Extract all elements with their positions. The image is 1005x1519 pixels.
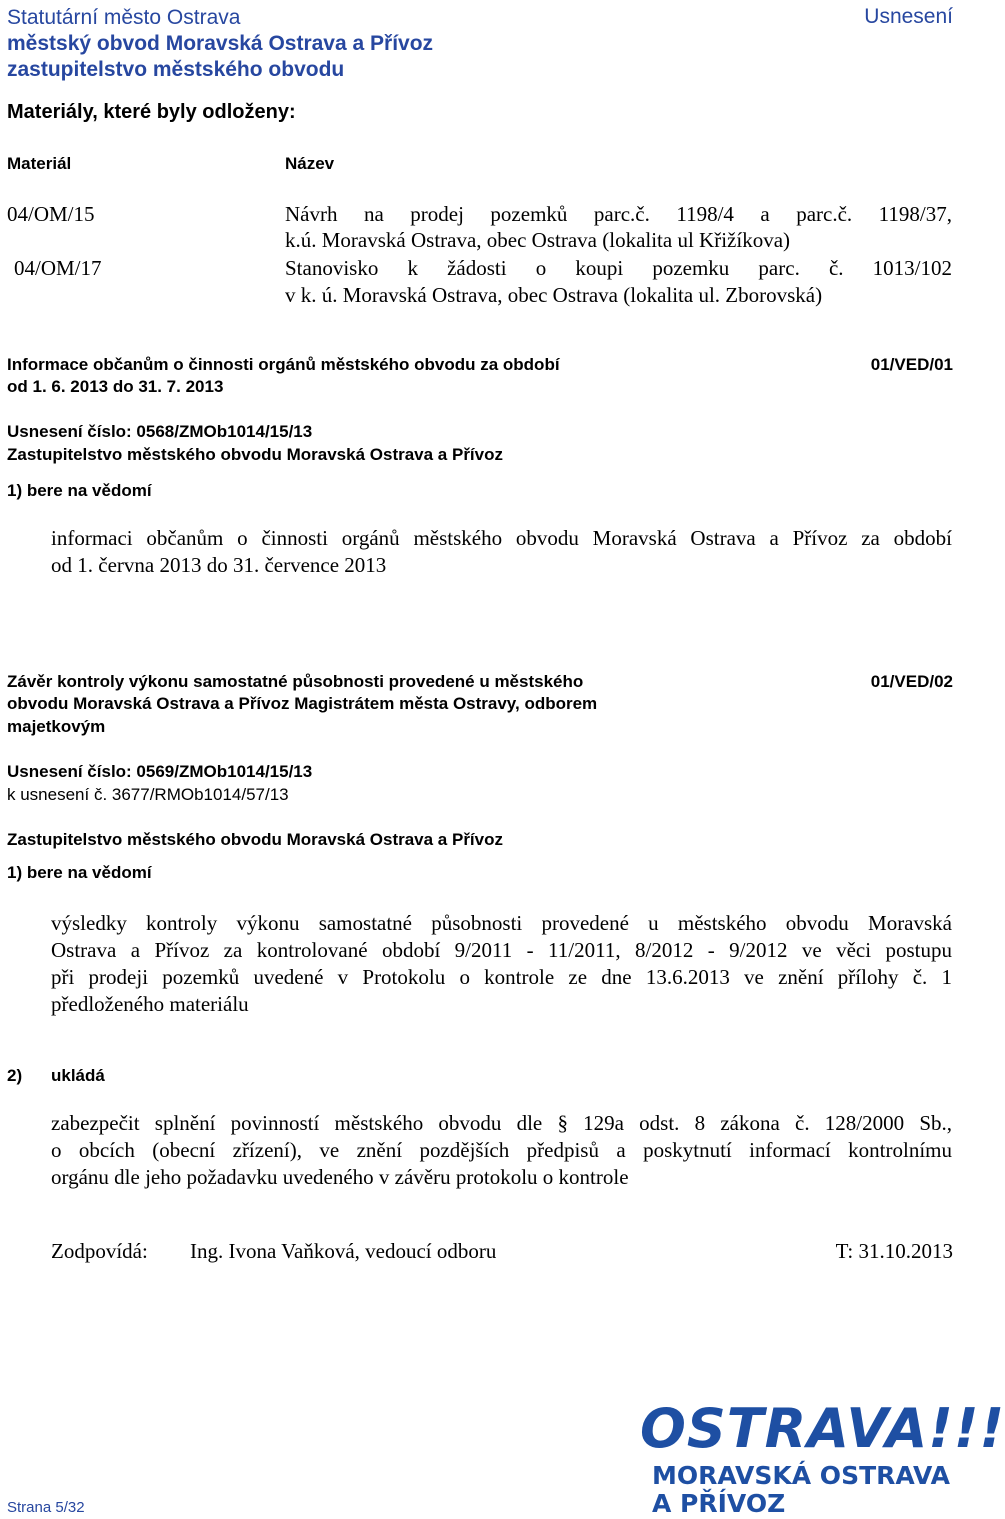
item1-point1-label: 1) bere na vědomí <box>7 481 152 500</box>
material-code: 04/OM/15 <box>7 202 95 226</box>
ostrava-logo <box>640 1397 1005 1518</box>
deadline: T: 31.10.2013 <box>835 1239 953 1263</box>
material-name-line1: Návrh na prodej pozemků parc.č. 1198/4 a parc.č. 1198/37, <box>285 202 952 226</box>
item2-point2-number: 2) <box>7 1066 23 1085</box>
item2-resolution-number: Usnesení číslo: 0569/ZMOb1014/15/13 <box>7 762 313 781</box>
item2-title-line3: majetkovým <box>7 717 106 736</box>
item2-point2-line1: zabezpečit splnění povinností městského obvodu dle § 129a odst. 8 zákona č. 128/2000 Sb., <box>51 1111 952 1135</box>
item2-point2-verb: ukládá <box>51 1066 105 1085</box>
item2-point2-line3: orgánu dle jeho požadavku uvedeného v závěru protokolu o kontrole <box>51 1165 629 1189</box>
item2-title-line1: Závěr kontroly výkonu samostatné působnosti provedené u městského <box>7 672 584 691</box>
item2-reference: k usnesení č. 3677/RMOb1014/57/13 <box>7 785 289 804</box>
item2-body: Zastupitelstvo městského obvodu Moravská Ostrava a Přívoz <box>7 830 503 849</box>
item1-point1-line1: informaci občanům o činnosti orgánů městského obvodu Moravská Ostrava a Přívoz za období <box>51 526 952 550</box>
material-name-line2: v k. ú. Moravská Ostrava, obec Ostrava (lokalita ul. Zborovská) <box>285 283 823 307</box>
item1-body: Zastupitelstvo městského obvodu Moravská Ostrava a Přívoz <box>7 445 503 464</box>
item2-point2-line2: o obcích (obecní zřízení), ve znění pozdějších předpisů a poskytnutí informací kontrolnímu <box>51 1138 952 1162</box>
item1-resolution-number: Usnesení číslo: 0568/ZMOb1014/15/13 <box>7 422 313 441</box>
material-code: 04/OM/17 <box>14 256 102 280</box>
item1-title-line1: Informace občanům o činnosti orgánů městského obvodu za období <box>7 355 560 374</box>
header-city: Statutární město Ostrava <box>7 6 241 29</box>
header-district: městský obvod Moravská Ostrava a Přívoz <box>7 32 434 55</box>
item2-point1-line4: předloženého materiálu <box>51 992 249 1016</box>
item2-code: 01/VED/02 <box>870 672 953 691</box>
item2-point1-line1: výsledky kontroly výkonu samostatné působnosti provedené u městského obvodu Moravská <box>51 911 952 935</box>
responsible-person: Ing. Ivona Vaňková, vedoucí odboru <box>190 1239 497 1263</box>
item2-point1-label: 1) bere na vědomí <box>7 863 152 882</box>
header-council: zastupitelstvo městského obvodu <box>7 58 345 81</box>
material-name-line1: Stanovisko k žádosti o koupi pozemku parc. č. 1013/102 <box>285 256 952 280</box>
logo-line1: MORAVSKÁ OSTRAVA <box>652 1461 951 1490</box>
col-name-header: Název <box>285 154 335 173</box>
page-number: Strana 5/32 <box>7 1499 85 1516</box>
item1-title-line2: od 1. 6. 2013 do 31. 7. 2013 <box>7 377 224 396</box>
item2-point1-line3: při prodeji pozemků uvedené v Protokolu o kontrole ze dne 13.6.2013 ve znění přílohy č. 1 <box>51 965 952 989</box>
item1-point1-line2: od 1. června 2013 do 31. července 2013 <box>51 553 387 577</box>
logo-line2: A PŘÍVOZ <box>652 1489 786 1518</box>
postponed-heading: Materiály, které byly odloženy: <box>7 101 296 123</box>
col-material-header: Materiál <box>7 154 72 173</box>
item2-title-line2: obvodu Moravská Ostrava a Přívoz Magistrátem města Ostravy, odborem <box>7 694 598 713</box>
item2-point1-line2: Ostrava a Přívoz za kontrolované období 9/2011 - 11/2011, 8/2012 - 9/2012 ve věci postupu <box>51 938 952 962</box>
logo-wordmark: OSTRAVA!!! <box>640 1397 1005 1460</box>
item1-code: 01/VED/01 <box>870 355 953 374</box>
material-name-line2: k.ú. Moravská Ostrava, obec Ostrava (lokalita ul Křižíkova) <box>285 228 791 252</box>
responsible-label: Zodpovídá: <box>51 1239 148 1263</box>
header-doc-type: Usnesení <box>864 5 953 28</box>
